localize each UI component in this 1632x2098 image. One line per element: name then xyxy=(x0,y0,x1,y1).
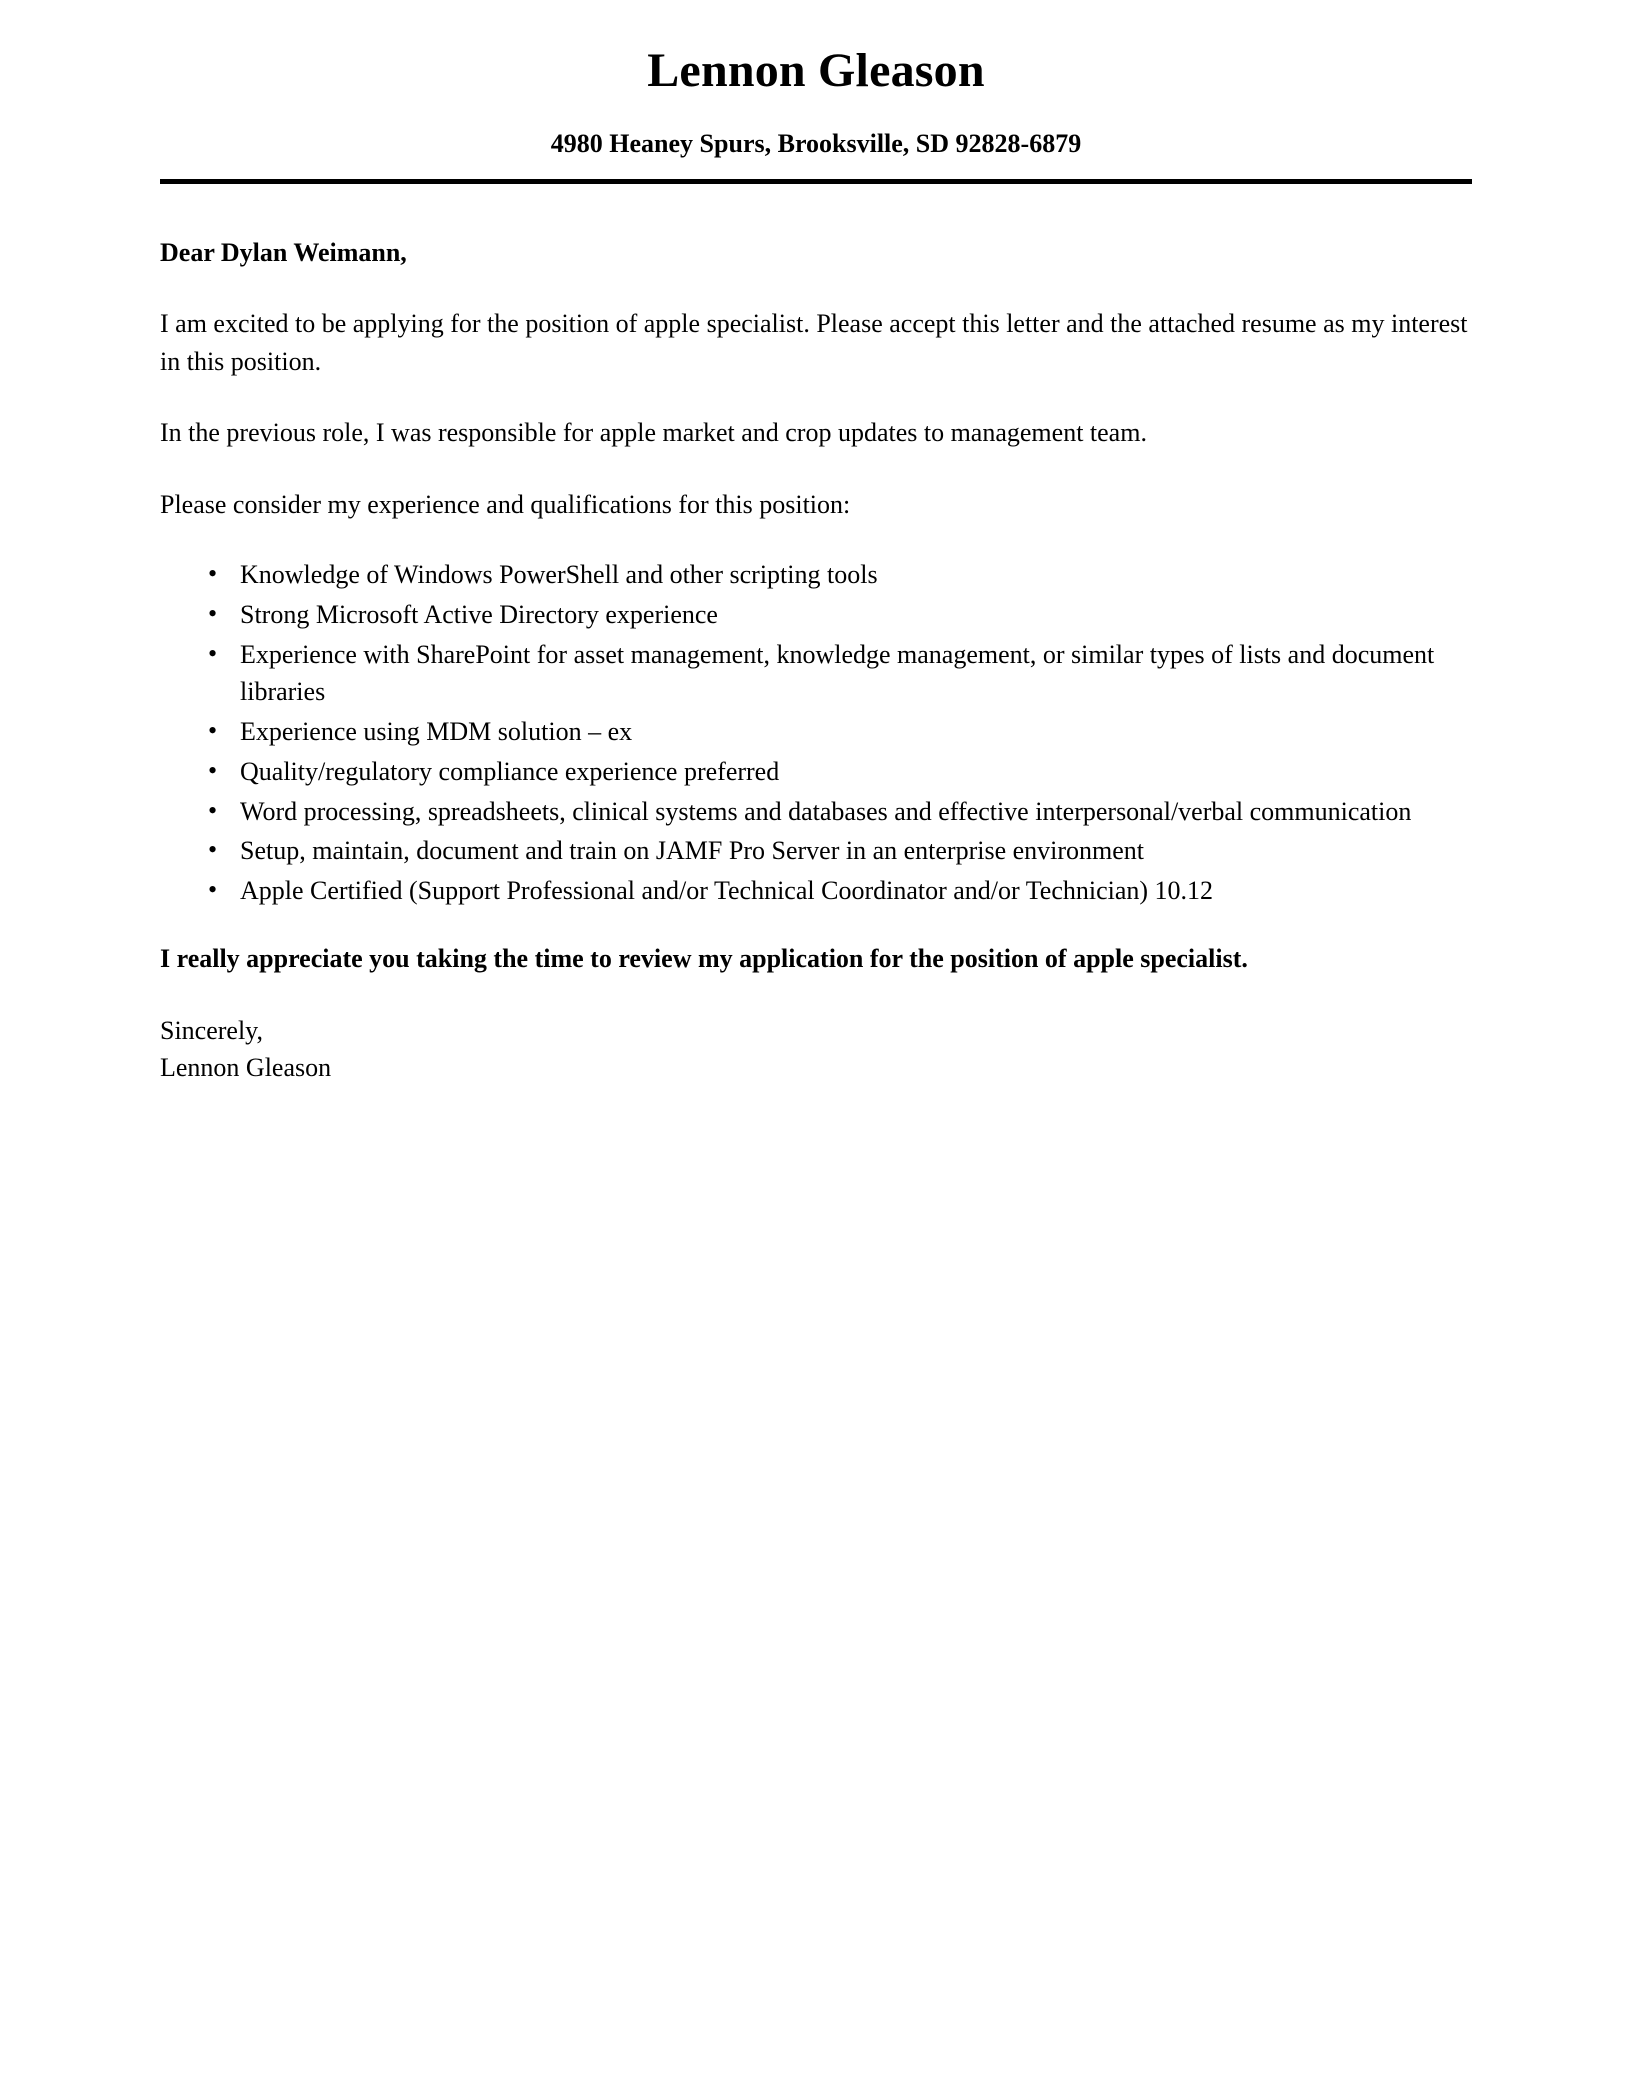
list-item: • Apple Certified (Support Professional and/or Technical Coordinator and/or Technician) 10.12 xyxy=(200,873,1472,910)
list-item: • Experience using MDM solution – ex xyxy=(200,714,1472,751)
letterhead-address: 4980 Heaney Spurs, Brooksville, SD 92828-6879 xyxy=(550,128,1082,158)
list-item: • Experience with SharePoint for asset management, knowledge management, or similar types of lists and document libraries xyxy=(200,637,1472,711)
paragraph-qualifications-lead-in: Please consider my experience and qualifications for this position: xyxy=(160,489,851,519)
qualifications-list xyxy=(160,557,1472,910)
paragraph-intro: I am excited to be applying for the position of apple specialist. Please accept this letter and the attached resume as my interest in this position. xyxy=(160,309,1468,376)
salutation: Dear Dylan Weimann, xyxy=(160,237,407,267)
list-item: • Word processing, spreadsheets, clinical systems and databases and effective interpersonal/verbal communication xyxy=(200,794,1472,831)
letterhead xyxy=(160,0,1472,184)
list-item: • Quality/regulatory compliance experience preferred xyxy=(200,754,1472,791)
list-item: • Knowledge of Windows PowerShell and other scripting tools xyxy=(200,557,1472,594)
signature-block xyxy=(160,1012,1472,1087)
closing-statement: I really appreciate you taking the time to review my application for the position of apple specialist. xyxy=(160,944,1248,974)
page-title: Lennon Gleason xyxy=(647,44,985,97)
signature-name: Lennon Gleason xyxy=(160,1053,332,1083)
sign-off: Sincerely, xyxy=(160,1015,263,1045)
paragraph-previous-role: In the previous role, I was responsible for apple market and crop updates to management team. xyxy=(160,418,1147,448)
list-item: • Setup, maintain, document and train on JAMF Pro Server in an enterprise environment xyxy=(200,833,1472,870)
list-item: • Strong Microsoft Active Directory experience xyxy=(200,597,1472,634)
letter-body xyxy=(160,184,1472,1087)
